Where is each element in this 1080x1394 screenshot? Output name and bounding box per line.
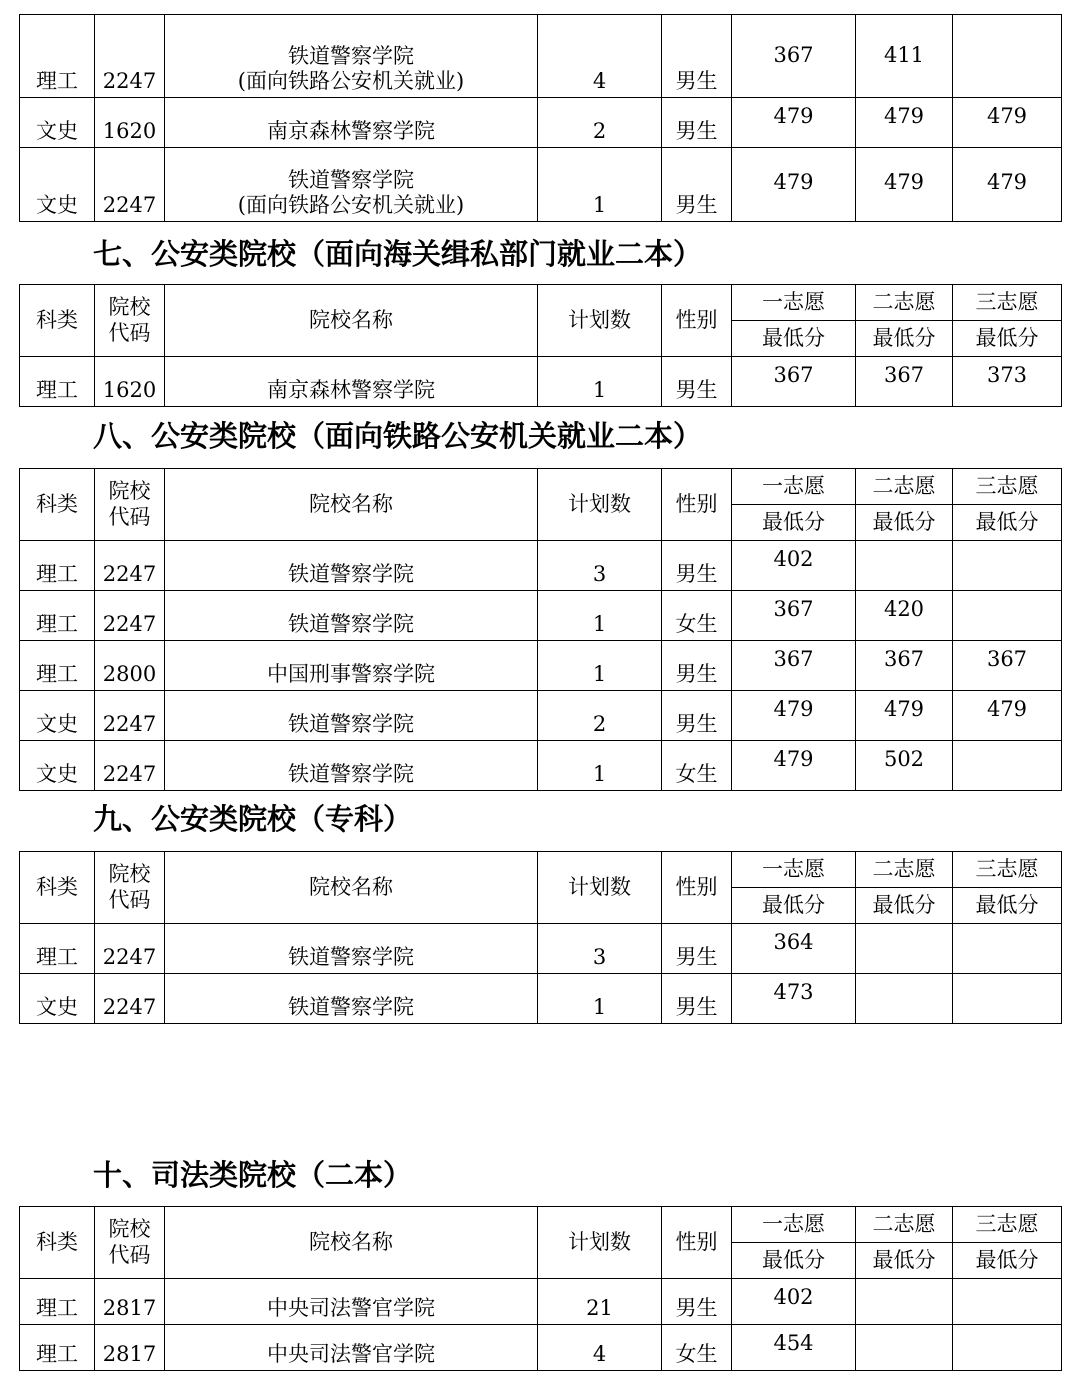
- score2-cell: [856, 974, 953, 1024]
- gender-cell: 男生: [662, 691, 732, 741]
- score1-cell: 364: [732, 924, 856, 974]
- header-subject: 科类: [20, 285, 95, 357]
- header-gender: 性别: [662, 285, 732, 357]
- code-cell: 2247: [95, 741, 165, 791]
- subject-cell: 文史: [20, 98, 95, 148]
- score2-cell: 420: [856, 591, 953, 641]
- section-table-10: [19, 1206, 1061, 1371]
- header-row: [20, 469, 1062, 505]
- score1-cell: 479: [732, 691, 856, 741]
- score1-cell: 402: [732, 1279, 856, 1325]
- subject-cell: 文史: [20, 148, 95, 222]
- subject-cell: 文史: [20, 974, 95, 1024]
- section-table-7: [19, 284, 1061, 407]
- score3-cell: [953, 15, 1062, 98]
- gender-cell: 女生: [662, 1325, 732, 1371]
- section-title-7: 七、公安类院校（面向海关缉私部门就业二本）: [93, 237, 703, 271]
- header-name: 院校名称: [165, 852, 538, 924]
- header-min3: 最低分: [953, 321, 1062, 357]
- score3-cell: [953, 1279, 1062, 1325]
- score1-cell: 402: [732, 541, 856, 591]
- score1-cell: 479: [732, 98, 856, 148]
- header-code: 院校 代码: [95, 469, 165, 541]
- score2-cell: [856, 1325, 953, 1371]
- table-row: [20, 15, 1062, 98]
- name-cell: 铁道警察学院 (面向铁路公安机关就业): [165, 148, 538, 222]
- gender-cell: 男生: [662, 15, 732, 98]
- table-row: [20, 641, 1062, 691]
- code-cell: 1620: [95, 357, 165, 407]
- score3-cell: [953, 1325, 1062, 1371]
- score1-cell: 367: [732, 591, 856, 641]
- table-row: [20, 1279, 1062, 1325]
- header-min2: 最低分: [856, 888, 953, 924]
- plan-cell: 2: [538, 98, 662, 148]
- score1-cell: 479: [732, 148, 856, 222]
- header-code: 院校 代码: [95, 1207, 165, 1279]
- score3-cell: [953, 591, 1062, 641]
- table-row: [20, 924, 1062, 974]
- header-subject: 科类: [20, 1207, 95, 1279]
- score3-cell: 373: [953, 357, 1062, 407]
- score2-cell: 367: [856, 641, 953, 691]
- gender-cell: 男生: [662, 357, 732, 407]
- section-title-8: 八、公安类院校（面向铁路公安机关就业二本）: [93, 419, 703, 453]
- header-row: [20, 1207, 1062, 1243]
- header-gender: 性别: [662, 469, 732, 541]
- header-name: 院校名称: [165, 1207, 538, 1279]
- header-subject: 科类: [20, 852, 95, 924]
- subject-cell: 理工: [20, 1279, 95, 1325]
- score1-cell: 367: [732, 641, 856, 691]
- table-row: [20, 357, 1062, 407]
- section-table-9: [19, 851, 1061, 1024]
- gender-cell: 男生: [662, 541, 732, 591]
- header-choice1: 一志愿: [732, 1207, 856, 1243]
- table-row: [20, 148, 1062, 222]
- score1-cell: 367: [732, 15, 856, 98]
- header-min1: 最低分: [732, 505, 856, 541]
- plan-cell: 1: [538, 591, 662, 641]
- gender-cell: 男生: [662, 1279, 732, 1325]
- section-table-8: [19, 468, 1061, 791]
- gender-cell: 男生: [662, 148, 732, 222]
- section-title-10: 十、司法类院校（二本）: [93, 1158, 413, 1192]
- name-cell: 南京森林警察学院: [165, 98, 538, 148]
- name-cell: 中央司法警官学院: [165, 1325, 538, 1371]
- name-cell: 铁道警察学院: [165, 741, 538, 791]
- plan-cell: 1: [538, 741, 662, 791]
- gender-cell: 男生: [662, 98, 732, 148]
- name-cell: 铁道警察学院: [165, 691, 538, 741]
- gender-cell: 男生: [662, 641, 732, 691]
- header-plan: 计划数: [538, 469, 662, 541]
- name-cell: 铁道警察学院: [165, 591, 538, 641]
- code-cell: 2817: [95, 1279, 165, 1325]
- gender-cell: 女生: [662, 741, 732, 791]
- subject-cell: 理工: [20, 15, 95, 98]
- score3-cell: [953, 974, 1062, 1024]
- header-choice1: 一志愿: [732, 852, 856, 888]
- table-row: [20, 1325, 1062, 1371]
- header-row: [20, 285, 1062, 321]
- header-choice2: 二志愿: [856, 469, 953, 505]
- table-row: [20, 541, 1062, 591]
- score1-cell: 367: [732, 357, 856, 407]
- code-cell: 2247: [95, 591, 165, 641]
- header-code: 院校 代码: [95, 852, 165, 924]
- plan-cell: 3: [538, 541, 662, 591]
- code-cell: 2247: [95, 15, 165, 98]
- header-plan: 计划数: [538, 285, 662, 357]
- header-min2: 最低分: [856, 1243, 953, 1279]
- plan-cell: 1: [538, 148, 662, 222]
- score2-cell: 479: [856, 98, 953, 148]
- code-cell: 2247: [95, 924, 165, 974]
- plan-cell: 1: [538, 357, 662, 407]
- plan-cell: 4: [538, 1325, 662, 1371]
- score1-cell: 479: [732, 741, 856, 791]
- name-cell: 铁道警察学院: [165, 541, 538, 591]
- plan-cell: 21: [538, 1279, 662, 1325]
- continued-table: [19, 14, 1061, 222]
- header-plan: 计划数: [538, 852, 662, 924]
- header-min1: 最低分: [732, 321, 856, 357]
- code-cell: 2800: [95, 641, 165, 691]
- score3-cell: [953, 741, 1062, 791]
- name-cell: 铁道警察学院 (面向铁路公安机关就业): [165, 15, 538, 98]
- header-min3: 最低分: [953, 505, 1062, 541]
- header-plan: 计划数: [538, 1207, 662, 1279]
- name-cell: 铁道警察学院: [165, 924, 538, 974]
- header-choice2: 二志愿: [856, 1207, 953, 1243]
- score2-cell: 502: [856, 741, 953, 791]
- table-row: [20, 98, 1062, 148]
- section-title-9: 九、公安类院校（专科）: [93, 802, 413, 836]
- table-row: [20, 974, 1062, 1024]
- code-cell: 2247: [95, 691, 165, 741]
- score3-cell: 479: [953, 691, 1062, 741]
- plan-cell: 1: [538, 974, 662, 1024]
- score2-cell: [856, 541, 953, 591]
- code-cell: 2817: [95, 1325, 165, 1371]
- code-cell: 2247: [95, 541, 165, 591]
- score2-cell: 479: [856, 148, 953, 222]
- header-name: 院校名称: [165, 469, 538, 541]
- header-choice3: 三志愿: [953, 852, 1062, 888]
- plan-cell: 4: [538, 15, 662, 98]
- plan-cell: 2: [538, 691, 662, 741]
- header-subject: 科类: [20, 469, 95, 541]
- subject-cell: 理工: [20, 924, 95, 974]
- subject-cell: 理工: [20, 1325, 95, 1371]
- score2-cell: 411: [856, 15, 953, 98]
- gender-cell: 女生: [662, 591, 732, 641]
- header-min3: 最低分: [953, 1243, 1062, 1279]
- header-min3: 最低分: [953, 888, 1062, 924]
- header-row: [20, 852, 1062, 888]
- header-min1: 最低分: [732, 888, 856, 924]
- header-choice3: 三志愿: [953, 469, 1062, 505]
- score3-cell: 479: [953, 98, 1062, 148]
- score1-cell: 473: [732, 974, 856, 1024]
- header-gender: 性别: [662, 1207, 732, 1279]
- header-choice3: 三志愿: [953, 1207, 1062, 1243]
- header-gender: 性别: [662, 852, 732, 924]
- subject-cell: 理工: [20, 591, 95, 641]
- subject-cell: 理工: [20, 641, 95, 691]
- header-code: 院校 代码: [95, 285, 165, 357]
- header-name: 院校名称: [165, 285, 538, 357]
- header-choice2: 二志愿: [856, 852, 953, 888]
- gender-cell: 男生: [662, 924, 732, 974]
- header-choice3: 三志愿: [953, 285, 1062, 321]
- header-choice1: 一志愿: [732, 285, 856, 321]
- table-row: [20, 741, 1062, 791]
- score2-cell: 367: [856, 357, 953, 407]
- code-cell: 1620: [95, 98, 165, 148]
- name-cell: 中央司法警官学院: [165, 1279, 538, 1325]
- score2-cell: 479: [856, 691, 953, 741]
- code-cell: 2247: [95, 148, 165, 222]
- header-choice1: 一志愿: [732, 469, 856, 505]
- score2-cell: [856, 924, 953, 974]
- table-row: [20, 691, 1062, 741]
- subject-cell: 理工: [20, 541, 95, 591]
- subject-cell: 文史: [20, 691, 95, 741]
- gender-cell: 男生: [662, 974, 732, 1024]
- score3-cell: [953, 924, 1062, 974]
- header-choice2: 二志愿: [856, 285, 953, 321]
- subject-cell: 理工: [20, 357, 95, 407]
- table-row: [20, 591, 1062, 641]
- plan-cell: 3: [538, 924, 662, 974]
- subject-cell: 文史: [20, 741, 95, 791]
- code-cell: 2247: [95, 974, 165, 1024]
- score2-cell: [856, 1279, 953, 1325]
- header-min2: 最低分: [856, 505, 953, 541]
- score3-cell: 367: [953, 641, 1062, 691]
- score1-cell: 454: [732, 1325, 856, 1371]
- score3-cell: 479: [953, 148, 1062, 222]
- score3-cell: [953, 541, 1062, 591]
- name-cell: 铁道警察学院: [165, 974, 538, 1024]
- name-cell: 中国刑事警察学院: [165, 641, 538, 691]
- name-cell: 南京森林警察学院: [165, 357, 538, 407]
- plan-cell: 1: [538, 641, 662, 691]
- header-min1: 最低分: [732, 1243, 856, 1279]
- header-min2: 最低分: [856, 321, 953, 357]
